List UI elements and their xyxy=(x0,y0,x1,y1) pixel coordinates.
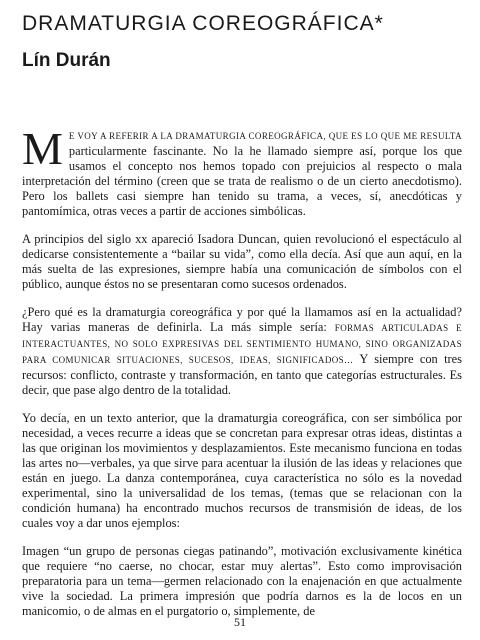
page-number: 51 xyxy=(234,615,246,629)
article-title: DRAMATURGIA COREOGRÁFICA* xyxy=(22,12,384,35)
paragraph-4: Yo decía, en un texto anterior, que la dramaturgia coreográfica, con ser simbólica por necesidad, a veces recurre a ideas que se concretan para expresar otras ideas, distintas a las que originan los movimientos y desplazamientos. Este mecanismo funciona en todas las artes no—verbales, ya que sirve para acentuar la ilusión de las ideas y relaciones que están en juego. La danza contemporánea, cuya característica no sólo es la novedad experimental, sino la universalidad de los temas, (temas que se relacionan con la condición humana) ha encontrado muchos recursos de transmisión de ideas, de los cuales voy a dar unos ejemplos: xyxy=(22,411,462,530)
paragraph-1 xyxy=(22,123,462,219)
paragraph-3 xyxy=(22,305,462,398)
author-name: Lín Durán xyxy=(22,50,111,71)
drop-cap: M xyxy=(22,123,63,174)
paragraph-1-text: particularmente fascinante. No la he llamado siempre así, porque los que usamos el concepto nos hemos topado con prejuicios al respecto o mala interpretación del término (creen que se trata de realismo o de un cierto anecdotismo). Pero los ballets casi siempre han tenido su trama, a veces, sí, anecdóticas y pantomímica, otras veces a partir de acciones simbólicas. xyxy=(22,144,462,218)
paragraph-1-lead: E VOY A REFERIR A LA DRAMATURGIA COREOGRÁFICA, QUE ES LO QUE ME RESULTA xyxy=(68,131,462,141)
paragraph-5: Imagen “un grupo de personas ciegas patinando”, motivación exclusivamente kinética que requiere “no caerse, no chocar, estar muy alertas”. Esto como improvisación preparatoria para un tema—germen relacionado con la enajenación en que actualmente vive la sociedad. La primera impresión que podría darnos es la de locos en un manicomio, o de almas en el purgatorio o, simplemente, de xyxy=(22,544,462,618)
paragraph-3-text-b: Y siempre con tres recursos: conflicto, contraste y transformación, en tanto que categorías estructurales. Es decir, que pase algo dentro de la totalidad. xyxy=(22,352,462,397)
paragraph-3-definition: FORMAS ARTICULADAS E INTERACTUANTES, NO SOLO EXPRESIVAS DEL SENTIMIENTO HUMANO, SINO ORGANIZADAS PARA COMUNICAR SITUACIONES, SUCESOS, IDEAS, SIGNIFICADOS… xyxy=(22,323,462,365)
paragraph-2: A principios del siglo xx apareció Isadora Duncan, quien revolucionó el espectáculo al dedicarse consistentemente a “bailar su vida”, como ella decía. Así que aun aquí, en la más suelta de las expresiones, siempre había una comunicación de símbolos con el público, aunque éstos no se presentaran como sucesos ordenados. xyxy=(22,232,462,291)
paragraph-3-text-a: ¿Pero qué es la dramaturgia coreográfica y por qué la llamamos así en la actualidad? Hay varias maneras de definirla. La más simple sería: xyxy=(22,305,462,334)
article-body xyxy=(22,123,462,632)
